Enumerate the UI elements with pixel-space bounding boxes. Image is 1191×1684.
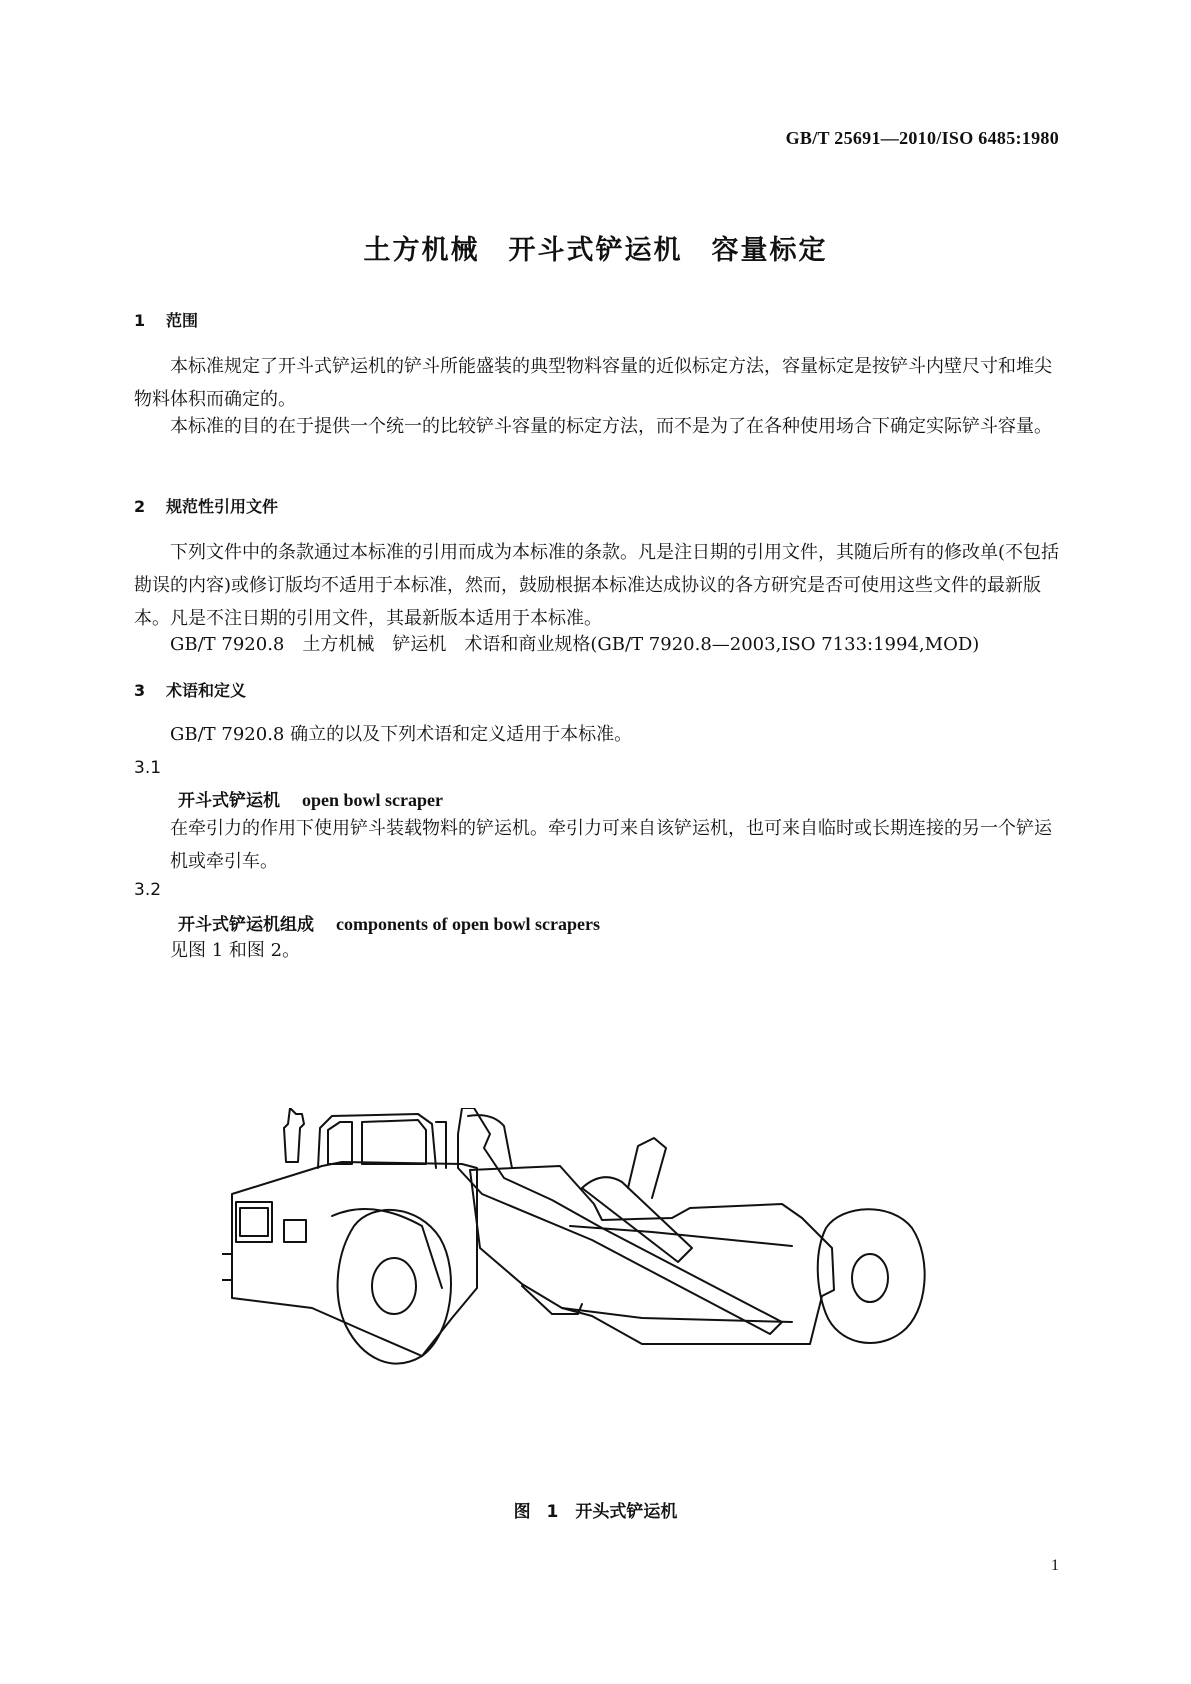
cab-window-left <box>328 1122 352 1164</box>
section-3-heading <box>134 678 246 701</box>
section-3-paragraph-1: GB/T 7920.8 确立的以及下列术语和定义适用于本标准。 <box>170 724 633 745</box>
definition-3-1 <box>170 812 1062 878</box>
front-bumper <box>222 1254 232 1280</box>
section-title: 术语和定义 <box>166 681 247 700</box>
definition-3-2: 见图 1 和图 2。 <box>170 940 301 961</box>
section-2-paragraph-1: 下列文件中的条款通过本标准的引用而成为本标准的条款。凡是注日期的引用文件，其随后所有的修改单(不包括勘误的内容)或修订版均不适用于本标准，然而，鼓励根据本标准达成协议的各方研究是否可使用这些文件的最新版本。凡是不注日期的引用文件，其最新版本适用于本标准。 <box>134 542 1060 629</box>
cab-pillar <box>436 1122 446 1168</box>
term-english: components of open bowl scrapers <box>336 914 600 934</box>
bowl-apron <box>570 1226 792 1246</box>
term-3-1 <box>178 786 443 811</box>
tractor-body-outline <box>232 1162 477 1356</box>
headlight <box>284 1220 306 1242</box>
section-1-paragraph-1: 本标准规定了开斗式铲运机的铲斗所能盛装的典型物料容量的近似标定方法，容量标定是按铲斗内壁尺寸和堆尖物料体积而确定的。 <box>134 356 1052 410</box>
grille-inner <box>240 1208 268 1236</box>
front-wheel-hub <box>372 1258 416 1314</box>
scraper-illustration <box>222 1108 980 1438</box>
clause-number-3-1: 3.1 <box>134 758 162 778</box>
gooseneck-arm-2 <box>468 1115 512 1168</box>
figure-caption: 图 1 开头式铲运机 <box>513 1502 678 1522</box>
term-english: open bowl scraper <box>302 790 443 810</box>
fender <box>332 1209 442 1288</box>
term-3-2 <box>178 910 600 935</box>
term-chinese: 开斗式铲运机 <box>178 791 280 811</box>
section-number: 2 <box>134 497 146 516</box>
definition-text: 在牵引力的作用下使用铲斗装载物料的铲运机。牵引力可来自该铲运机，也可来自临时或长期连接的另一个铲运机或牵引车。 <box>170 818 1052 872</box>
page-number: 1 <box>1051 1557 1059 1574</box>
term-chinese: 开斗式铲运机组成 <box>178 915 314 935</box>
clause-number-3-2: 3.2 <box>134 880 162 900</box>
section-2-heading <box>134 494 278 517</box>
section-title: 范围 <box>166 311 199 330</box>
section-number: 3 <box>134 681 146 700</box>
page-title: 土方机械 开斗式铲运机 容量标定 <box>363 235 828 266</box>
cab-window-right <box>362 1120 426 1164</box>
section-1-heading <box>134 308 198 331</box>
normative-reference: GB/T 7920.8 土方机械 铲运机 术语和商业规格(GB/T 7920.8—2003,ISO 7133:1994,MOD) <box>170 634 980 655</box>
standard-code: GB/T 25691—2010/ISO 6485:1980 <box>785 128 1059 148</box>
rear-wheel-hub <box>852 1254 888 1302</box>
section-number: 1 <box>134 311 146 330</box>
section-1-paragraph-2: 本标准的目的在于提供一个统一的比较铲斗容量的标定方法，而不是为了在各种使用场合下确定实际铲斗容量。 <box>170 416 1052 437</box>
section-title: 规范性引用文件 <box>166 497 279 516</box>
exhaust-stack <box>284 1108 304 1162</box>
lift-cylinder-rod <box>628 1138 666 1198</box>
